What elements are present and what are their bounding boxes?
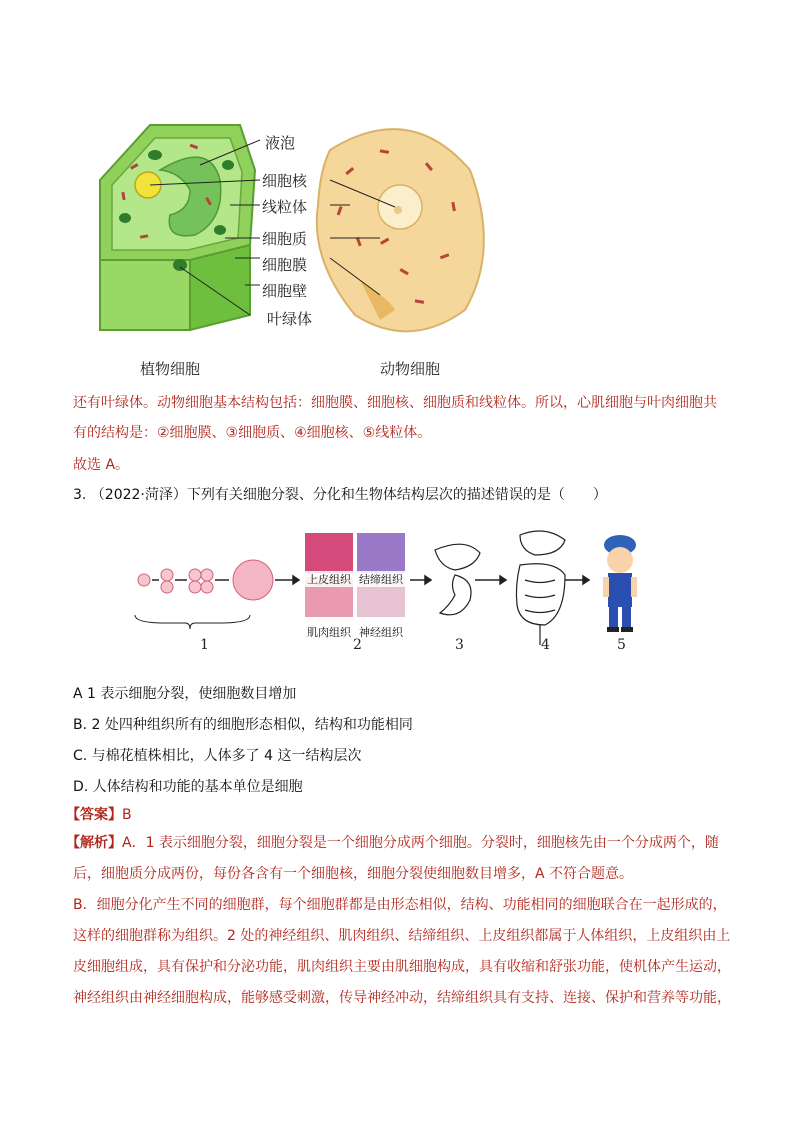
option-c: C. 与棉花植株相比，人体多了 4 这一结构层次	[73, 748, 362, 764]
label-membrane: 细胞膜	[262, 256, 308, 274]
chloroplast	[119, 213, 131, 223]
digestive-system	[516, 531, 565, 645]
epithelial-tile	[305, 533, 353, 573]
label-cytoplasm: 细胞质	[262, 230, 308, 248]
label-chloroplast: 叶绿体	[267, 310, 313, 328]
prev-answer-line-2: 有的结构是：②细胞膜、③细胞质、④细胞核、⑤线粒体。	[73, 425, 432, 441]
animal-cell	[317, 129, 484, 331]
chloroplast	[148, 150, 162, 160]
connective-tile	[357, 533, 405, 573]
structure-levels-figure	[125, 525, 665, 660]
label-cell-wall: 细胞壁	[262, 282, 308, 300]
chloroplast	[173, 259, 187, 271]
dividing-cells	[138, 569, 213, 593]
option-d: D. 人体结构和功能的基本单位是细胞	[73, 779, 303, 795]
chloroplast	[222, 160, 234, 170]
label-mitochondria: 线粒体	[262, 198, 308, 216]
tissue-label-connective: 结缔组织	[359, 573, 403, 586]
analysis-label: 【解析】	[66, 835, 122, 851]
answer-label: 【答案】	[66, 807, 122, 823]
stomach-organ	[440, 575, 471, 615]
animal-nucleolus	[394, 206, 402, 214]
label-vacuole: 液泡	[265, 134, 296, 152]
tissue-label-epithelial: 上皮组织	[307, 573, 351, 586]
level-number-1: 1	[200, 637, 209, 653]
tissue-label-muscle: 肌肉组织	[307, 626, 351, 639]
plant-cell-bottom-face	[100, 260, 190, 330]
level-number-2: 2	[353, 637, 362, 653]
analysis-line-4: 这样的细胞群称为组织。2 处的神经组织、肌肉组织、结缔组织、上皮组织都属于人体组织，上皮组织由上	[73, 928, 731, 944]
person-figure	[603, 535, 637, 632]
analysis-text-1: A．1 表示细胞分裂，细胞分裂是一个细胞分成两个细胞。分裂时，细胞核先由一个分成两个，随	[122, 835, 719, 851]
analysis-line-6: 神经组织由神经细胞构成，能够感受刺激，传导神经冲动，结缔组织具有支持、连接、保护和营养等功能，	[73, 990, 731, 1006]
label-nucleus: 细胞核	[262, 172, 308, 190]
caption-animal-cell: 动物细胞	[380, 360, 441, 378]
analysis-line-3: B．细胞分化产生不同的细胞群，每个细胞群都是由形态相似，结构、功能相同的细胞联合在一起形成的，	[73, 897, 727, 913]
option-b: B. 2 处四种组织所有的细胞形态相似，结构和功能相同	[73, 717, 413, 733]
tissue-label-nerve: 神经组织	[359, 626, 403, 639]
liver-organ	[435, 544, 480, 570]
level-number-4: 4	[541, 637, 550, 653]
chloroplast	[214, 225, 226, 235]
caption-plant-cell: 植物细胞	[140, 360, 201, 378]
prev-answer-line-1: 还有叶绿体。动物细胞基本结构包括：细胞膜、细胞核、细胞质和线粒体。所以，心肌细胞与叶肉细胞共	[73, 395, 717, 411]
analysis-line-5: 皮细胞组成，具有保护和分泌功能，肌肉组织主要由肌细胞构成，具有收缩和舒张功能，使机体产生运动，	[73, 959, 731, 975]
option-a: A 1 表示细胞分裂，使细胞数目增加	[73, 686, 297, 702]
cell-cluster	[233, 560, 273, 600]
level-number-5: 5	[617, 637, 626, 653]
cell-figure	[80, 110, 520, 390]
brace	[135, 615, 250, 629]
answer-line	[66, 804, 132, 826]
level-number-3: 3	[455, 637, 464, 653]
answer-value: B	[122, 807, 132, 823]
analysis-line-2: 后，细胞质分成两份，每份各含有一个细胞核，细胞分裂使细胞数目增多，A 不符合题意。	[73, 866, 634, 882]
prev-answer-line-3: 故选 A。	[73, 457, 130, 473]
question-3-stem: 3. （2022·菏泽）下列有关细胞分裂、分化和生物体结构层次的描述错误的是（ ）	[73, 487, 607, 503]
analysis-line-1	[66, 832, 719, 854]
